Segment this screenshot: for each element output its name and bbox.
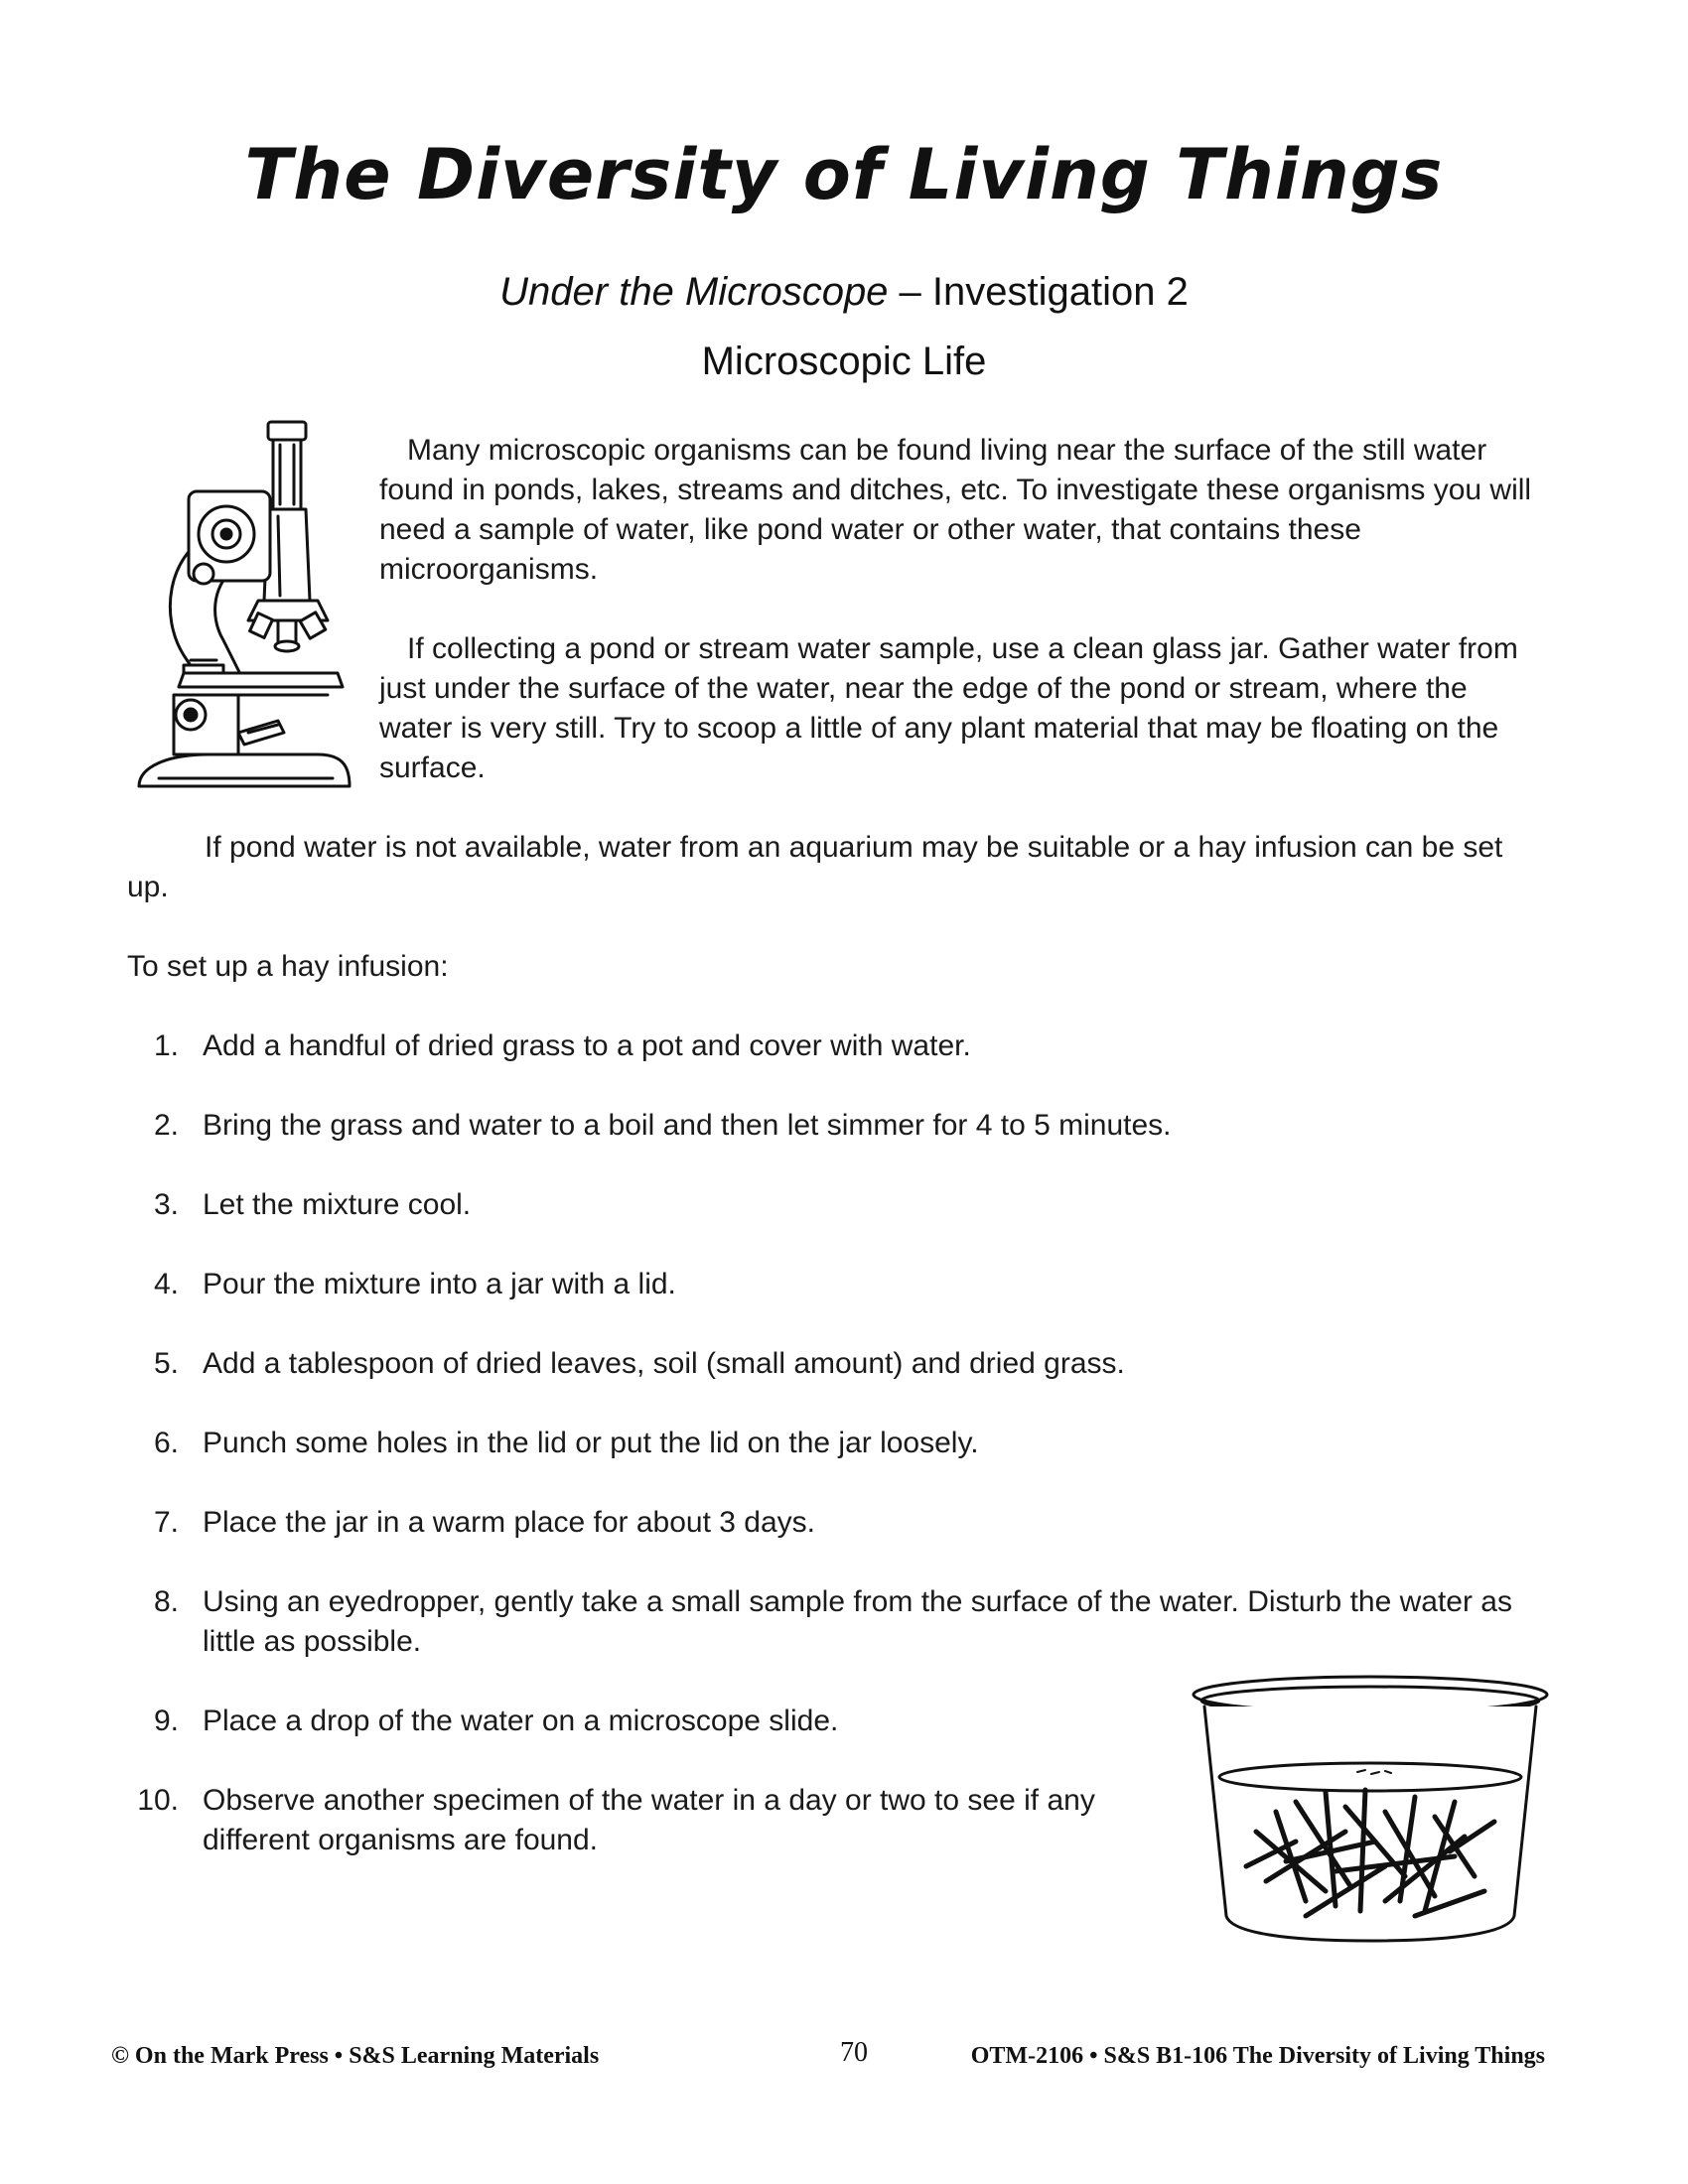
section-title: Microscopic Life <box>701 340 987 383</box>
step-number: 2. <box>153 1109 179 1142</box>
investigation-subtitle <box>0 270 1688 315</box>
subtitle-rest: – Investigation 2 <box>888 270 1189 314</box>
hay-infusion-jar-illustration <box>1187 1673 1554 1946</box>
step-number: 9. <box>153 1705 179 1737</box>
step-number: 1. <box>153 1029 179 1062</box>
list-item <box>127 1344 1557 1384</box>
step-text: Add a tablespoon of dried leaves, soil (small amount) and dried grass. <box>203 1347 1125 1380</box>
step-text: Place a drop of the water on a microscope slide. <box>203 1705 839 1737</box>
footer-publisher: © On the Mark Press • S&S Learning Materials <box>111 2043 600 2069</box>
alternative-paragraph: If pond water is not available, water from an aquarium may be suitable or a hay infusion can be set up. <box>127 831 1503 903</box>
step-number: 3. <box>153 1188 179 1221</box>
intro-paragraph: Many microscopic organisms can be found living near the surface of the still water found in ponds, lakes, streams and ditches, etc. To investigate these organisms you will need a sample of water, like pond water or other water, that contains these microorganisms. <box>379 434 1532 586</box>
list-item <box>127 1185 1557 1225</box>
step-text: Punch some holes in the lid or put the lid on the jar loosely. <box>203 1427 979 1459</box>
step-text: Using an eyedropper, gently take a small sample from the surface of the water. Disturb the water as little as possible. <box>203 1585 1512 1658</box>
step-text: Place the jar in a warm place for about 3 days. <box>203 1506 815 1539</box>
list-item <box>127 1424 1557 1463</box>
step-text: Let the mixture cool. <box>203 1188 472 1221</box>
step-number: 5. <box>153 1347 179 1380</box>
step-number: 6. <box>153 1427 179 1459</box>
list-item <box>127 1503 1557 1543</box>
footer-product-code: OTM-2106 • S&S B1-106 The Diversity of Living Things <box>970 2043 1545 2069</box>
step-text: Bring the grass and water to a boil and then let simmer for 4 to 5 minutes. <box>203 1109 1172 1142</box>
step-number: 7. <box>153 1506 179 1539</box>
page-number: 70 <box>840 2037 868 2068</box>
step-text: Observe another specimen of the water in a day or two to see if any different organisms are found. <box>203 1784 1095 1856</box>
page-title: The Diversity of Living Things <box>244 134 1444 215</box>
collection-paragraph: If collecting a pond or stream water sample, use a clean glass jar. Gather water from just under the surface of the water, near the edge of the pond or stream, where the water is very still. Try to scoop a little of any plant material that may be floating on the surface. <box>379 632 1518 784</box>
step-number: 4. <box>153 1268 179 1300</box>
microscope-illustration <box>129 417 357 794</box>
list-item <box>127 1582 1557 1662</box>
list-item <box>127 1265 1557 1304</box>
list-item <box>127 1106 1557 1146</box>
step-number: 8. <box>153 1585 179 1618</box>
subtitle-italic: Under the Microscope <box>499 270 889 314</box>
list-item <box>127 1026 1557 1066</box>
step-number: 10. <box>137 1784 179 1817</box>
step-text: Add a handful of dried grass to a pot and cover with water. <box>203 1029 971 1062</box>
hay-infusion-heading: To set up a hay infusion: <box>127 950 449 983</box>
step-text: Pour the mixture into a jar with a lid. <box>203 1268 676 1300</box>
